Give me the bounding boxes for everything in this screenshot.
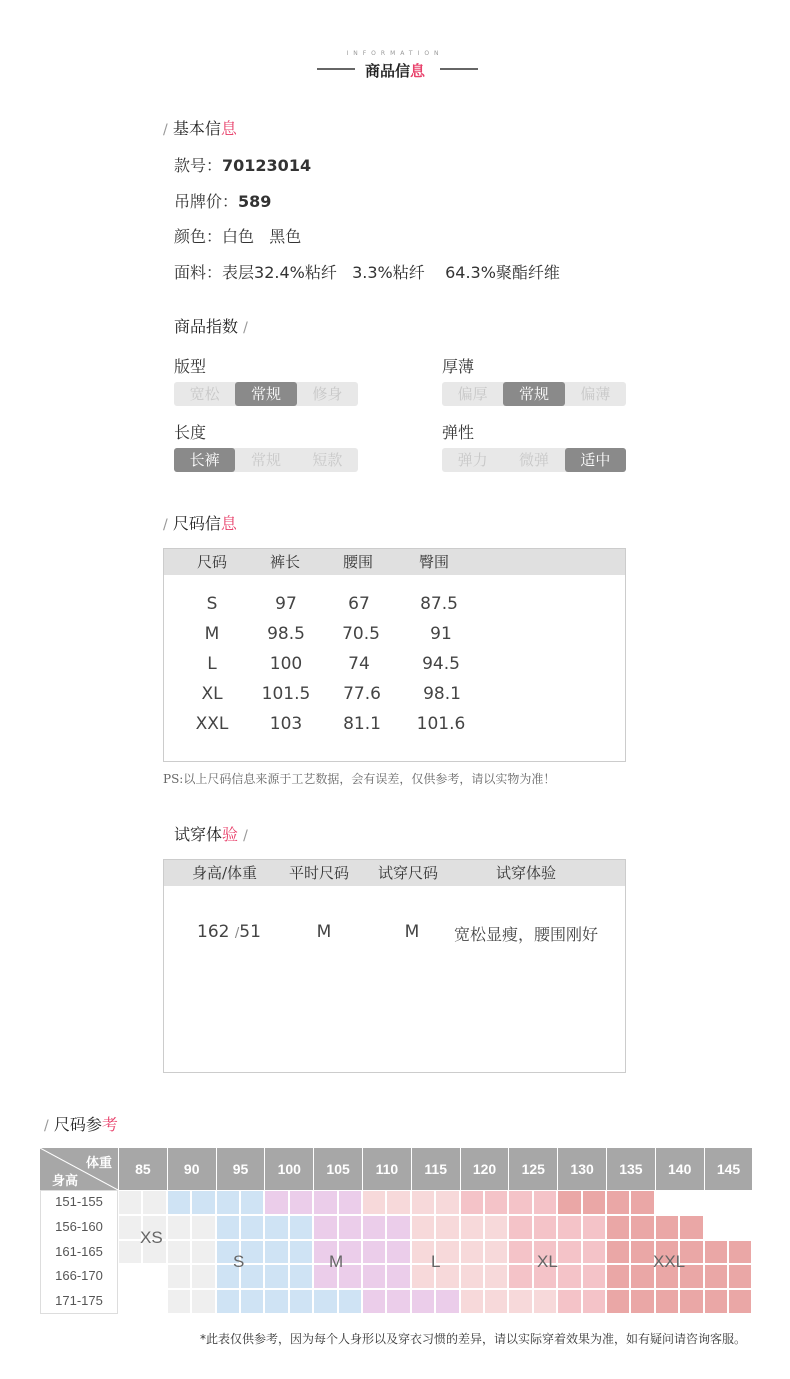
height-label-column — [40, 1190, 118, 1314]
size-cell-m — [362, 1240, 386, 1265]
height-row-label: 166-170 — [55, 1268, 103, 1284]
size-cell-s — [289, 1240, 313, 1265]
size-zone-label-l: L — [431, 1252, 441, 1271]
size-cell-l — [362, 1190, 386, 1215]
size-cell-xl — [557, 1264, 581, 1289]
size-cell-s — [216, 1215, 240, 1240]
size-cell-xl — [582, 1215, 606, 1240]
size-cell-empty — [728, 1215, 752, 1240]
length-scale — [174, 448, 358, 472]
size-cell-m — [362, 1215, 386, 1240]
size-ref-footnote: *此表仅供参考，因为每个人身形以及穿衣习惯的差异，请以实际穿着效果为准，如有疑问请咨询客服。 — [200, 1332, 747, 1346]
size-cell-xs — [191, 1289, 215, 1314]
size-cell-xl — [557, 1289, 581, 1314]
size-header-size: 尺码 — [197, 553, 228, 571]
size-cell-xxl — [704, 1289, 728, 1314]
thickness-option-thick: 偏厚 — [457, 385, 488, 403]
fit-option-slim: 修身 — [312, 385, 343, 403]
size-cell-s — [289, 1215, 313, 1240]
size-ref-header — [40, 1148, 752, 1190]
size-cell-xxl — [630, 1215, 654, 1240]
size-zone-label-xxl: XXL — [653, 1252, 686, 1271]
size-cell-m — [313, 1215, 337, 1240]
size-cell-s — [191, 1190, 215, 1215]
weight-col-105: 105 — [313, 1148, 362, 1190]
thickness-label: 厚薄 — [442, 357, 475, 376]
elasticity-scale — [442, 448, 626, 472]
trial-table-header — [164, 860, 625, 886]
size-cell-xs — [191, 1264, 215, 1289]
height-row-label: 171-175 — [55, 1293, 103, 1309]
size-cell-m — [386, 1264, 410, 1289]
size-cell-s — [240, 1190, 264, 1215]
size-cell-s — [240, 1215, 264, 1240]
fit-option-regular: 常规 — [235, 382, 296, 406]
size-cell-s — [216, 1289, 240, 1314]
size-cell-m — [386, 1240, 410, 1265]
size-cell-xxl — [557, 1190, 581, 1215]
size-cell-m — [386, 1215, 410, 1240]
product-index-title: 商品指数 / — [174, 317, 248, 336]
trial-header-tried: 试穿尺码 — [378, 864, 439, 882]
size-cell-xxl — [728, 1240, 752, 1265]
size-cell-xs — [118, 1240, 142, 1265]
size-cell-xxl — [728, 1289, 752, 1314]
size-zone-label-s: S — [233, 1252, 245, 1271]
size-cell-l — [386, 1190, 410, 1215]
size-cell-xxl — [655, 1289, 679, 1314]
basic-info-title: / 基本信息 — [163, 119, 237, 138]
size-cell-l — [460, 1215, 484, 1240]
size-cell-xxl — [630, 1190, 654, 1215]
size-cell-xxl — [655, 1215, 679, 1240]
length-option-regular: 常规 — [250, 451, 281, 469]
size-ref-title: / 尺码参考 — [44, 1115, 118, 1134]
weight-col-145: 145 — [704, 1148, 753, 1190]
size-cell-xxl — [606, 1240, 630, 1265]
size-cell-xs — [191, 1240, 215, 1265]
size-zone-label-m: M — [329, 1252, 344, 1271]
weight-col-120: 120 — [460, 1148, 509, 1190]
size-cell-xxl — [704, 1264, 728, 1289]
size-cell-xl — [508, 1190, 532, 1215]
fit-scale — [174, 382, 358, 406]
size-cell-xl — [484, 1190, 508, 1215]
trial-height-weight: 162 /51 — [197, 922, 261, 942]
thickness-scale — [442, 382, 626, 406]
size-cell-m — [264, 1190, 288, 1215]
size-table-header — [164, 549, 625, 575]
size-cell-xl — [557, 1215, 581, 1240]
size-cell-empty — [728, 1190, 752, 1215]
size-cell-xxl — [679, 1215, 703, 1240]
size-cell-l — [435, 1190, 459, 1215]
height-row-label: 161-165 — [55, 1243, 103, 1259]
size-cell-m — [362, 1264, 386, 1289]
weight-col-95: 95 — [216, 1148, 265, 1190]
weight-col-135: 135 — [606, 1148, 655, 1190]
size-cell-xxl — [606, 1264, 630, 1289]
elasticity-label: 弹性 — [442, 423, 475, 442]
size-cell-l — [460, 1240, 484, 1265]
size-cell-xs — [142, 1190, 166, 1215]
size-cell-xxl — [630, 1289, 654, 1314]
size-cell-l — [435, 1215, 459, 1240]
size-cell-xxl — [728, 1264, 752, 1289]
corner-weight-label: 体重 — [86, 1156, 113, 1171]
length-label: 长度 — [174, 423, 207, 442]
size-cell-xs — [191, 1215, 215, 1240]
trial-header-hw: 身高/体重 — [192, 864, 258, 882]
fit-label: 版型 — [174, 357, 207, 376]
size-cell-empty — [704, 1215, 728, 1240]
size-cell-xxl — [606, 1215, 630, 1240]
elasticity-option-moderate: 适中 — [565, 448, 626, 472]
weight-col-130: 130 — [557, 1148, 606, 1190]
weight-col-115: 115 — [411, 1148, 460, 1190]
size-cell-xs — [167, 1289, 191, 1314]
size-header-hip: 臀围 — [419, 553, 450, 571]
weight-col-100: 100 — [264, 1148, 313, 1190]
size-cell-l — [533, 1289, 557, 1314]
size-note: PS:以上尺码信息来源于工艺数据，会有误差，仅供参考，请以实物为准！ — [163, 772, 556, 786]
style-number: 款号：70123014 — [174, 156, 312, 175]
size-zone-label-xs: XS — [140, 1228, 163, 1247]
size-cell-xs — [118, 1215, 142, 1240]
size-cell-xl — [533, 1190, 557, 1215]
elasticity-option-slight: 微弹 — [518, 451, 549, 469]
size-cell-m — [338, 1215, 362, 1240]
size-reference-chart — [40, 1148, 752, 1322]
size-cell-l — [484, 1215, 508, 1240]
size-cell-s — [216, 1190, 240, 1215]
size-cell-l — [411, 1190, 435, 1215]
size-cell-l — [460, 1289, 484, 1314]
size-cell-empty — [704, 1190, 728, 1215]
size-cell-empty — [655, 1190, 679, 1215]
size-cell-xl — [508, 1215, 532, 1240]
corner-height-label: 身高 — [52, 1174, 79, 1189]
weight-col-110: 110 — [362, 1148, 411, 1190]
weight-col-140: 140 — [655, 1148, 704, 1190]
length-option-long: 长裤 — [174, 448, 235, 472]
size-cell-xs — [118, 1190, 142, 1215]
size-cell-s — [264, 1289, 288, 1314]
size-cell-xxl — [704, 1240, 728, 1265]
size-cell-xl — [582, 1289, 606, 1314]
size-cell-s — [289, 1264, 313, 1289]
size-cell-xl — [582, 1264, 606, 1289]
size-cell-m — [338, 1190, 362, 1215]
size-cell-empty — [679, 1190, 703, 1215]
size-cell-xl — [508, 1240, 532, 1265]
trial-title: 试穿体验 / — [174, 825, 248, 844]
size-cell-empty — [142, 1289, 166, 1314]
weight-col-125: 125 — [508, 1148, 557, 1190]
size-cell-xxl — [606, 1190, 630, 1215]
size-cell-s — [264, 1215, 288, 1240]
size-cell-xs — [167, 1240, 191, 1265]
size-cell-s — [240, 1289, 264, 1314]
tag-price: 吊牌价：589 — [174, 192, 272, 211]
size-table: 尺码 裤长 腰围 臀围 S 97 67 87.5 M 98.5 70.5 91 L 100 74 94.5 XL 101.5 77.6 98.1 XXL 103 81.1 101.6 — [163, 548, 626, 762]
size-cell-xxl — [582, 1190, 606, 1215]
elasticity-option-stretch: 弹力 — [457, 451, 488, 469]
size-cell-l — [460, 1264, 484, 1289]
thickness-option-thin: 偏薄 — [580, 385, 611, 403]
fit-option-loose: 宽松 — [189, 385, 220, 403]
size-cell-s — [264, 1264, 288, 1289]
trial-usual-size: M — [316, 922, 332, 942]
size-cell-xl — [557, 1240, 581, 1265]
size-cell-xl — [508, 1264, 532, 1289]
weight-col-90: 90 — [167, 1148, 216, 1190]
size-cell-m — [313, 1190, 337, 1215]
thickness-option-regular: 常规 — [503, 382, 564, 406]
size-cell-m — [362, 1289, 386, 1314]
size-cell-s — [289, 1289, 313, 1314]
size-cell-xl — [460, 1190, 484, 1215]
size-cell-xl — [533, 1215, 557, 1240]
header-en: INFORMATION — [346, 50, 444, 57]
size-header-length: 裤长 — [270, 553, 301, 571]
size-cell-xs — [167, 1215, 191, 1240]
size-cell-xl — [582, 1240, 606, 1265]
size-cell-m — [435, 1289, 459, 1314]
size-cell-xxl — [630, 1264, 654, 1289]
size-cell-xs — [167, 1264, 191, 1289]
trial-header-feel: 试穿体验 — [496, 864, 557, 882]
size-cell-m — [386, 1289, 410, 1314]
size-cell-l — [411, 1215, 435, 1240]
size-cell-s — [313, 1289, 337, 1314]
size-cell-empty — [118, 1264, 142, 1289]
size-info-title: / 尺码信息 — [163, 514, 237, 533]
size-cell-xxl — [630, 1240, 654, 1265]
color-info: 颜色：白色 黑色 — [174, 227, 302, 246]
trial-feel: 宽松显瘦，腰围刚好 — [454, 925, 599, 944]
size-cell-s — [264, 1240, 288, 1265]
size-cell-m — [411, 1289, 435, 1314]
trial-table — [163, 859, 626, 1073]
size-cell-xxl — [606, 1289, 630, 1314]
trial-header-usual: 平时尺码 — [289, 864, 350, 882]
size-cell-xxl — [679, 1289, 703, 1314]
weight-col-85: 85 — [118, 1148, 167, 1190]
size-cell-l — [484, 1240, 508, 1265]
size-cell-s — [338, 1289, 362, 1314]
size-zone-label-xl: XL — [537, 1252, 558, 1271]
size-cell-l — [484, 1264, 508, 1289]
trial-tried-size: M — [404, 922, 420, 942]
size-cell-l — [508, 1289, 532, 1314]
size-cell-empty — [118, 1289, 142, 1314]
size-cell-m — [289, 1190, 313, 1215]
height-row-label: 156-160 — [55, 1218, 103, 1234]
fabric-info: 面料：表层32.4%粘纤 3.3%粘纤 64.3%聚酯纤维 — [174, 263, 560, 282]
page-title: 商品信息 — [364, 62, 426, 80]
size-cell-l — [484, 1289, 508, 1314]
size-cell-empty — [142, 1264, 166, 1289]
size-header-waist: 腰围 — [343, 553, 374, 571]
size-cell-s — [167, 1190, 191, 1215]
height-row-label: 151-155 — [55, 1194, 103, 1209]
length-option-short: 短款 — [312, 451, 343, 469]
